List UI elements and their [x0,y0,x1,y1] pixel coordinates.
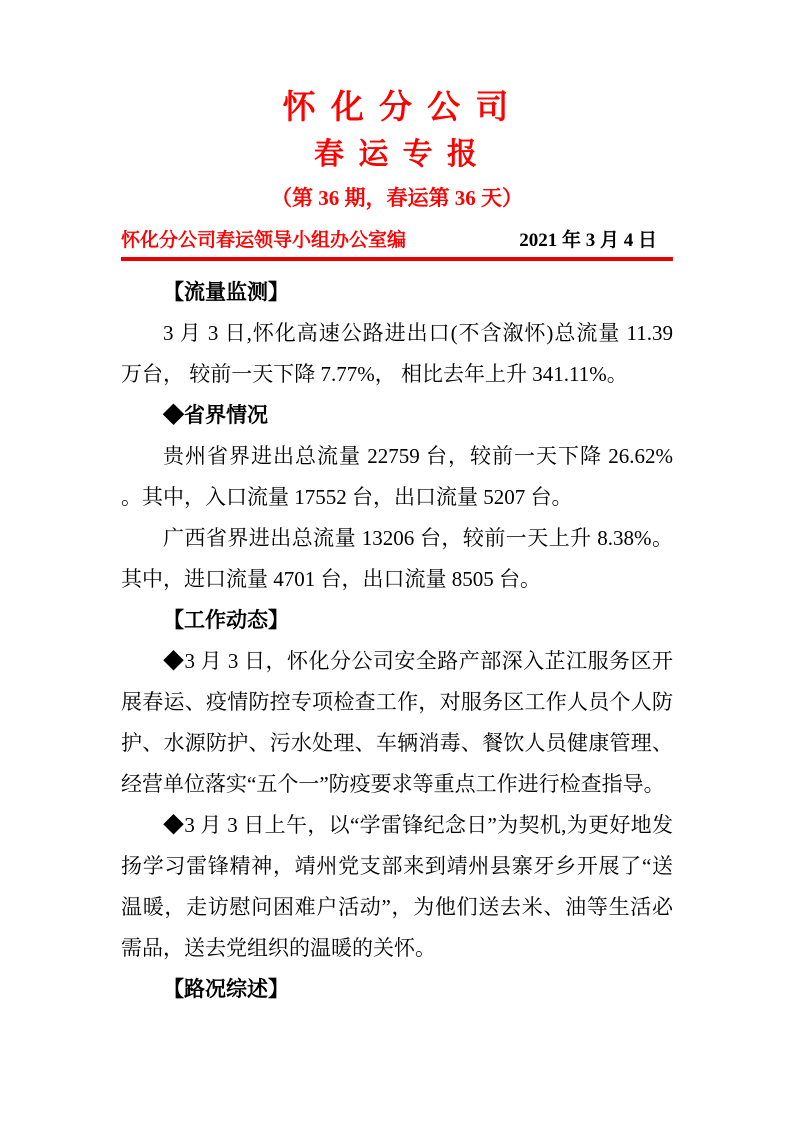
sub-heading-province-border: ◆省界情况 [163,403,268,427]
paragraph-guizhou-border: 贵州省界进出总流量 22759 台，较前一天下降 26.62% 。其中，入口流量 17552 台，出口流量 5207 台。 [121,444,673,509]
paragraph-leifeng-activity: ◆3 月 3 日上午，以“学雷锋纪念日”为契机,为更好地发扬学习雷锋精神，靖州党支部来到靖州县寨牙乡开展了“送温暖，走访慰问困难户活动”，为他们送去米、油等生活必需品，送去党组织的温暖的关怀。 [121,813,673,960]
red-divider-rule [121,257,673,261]
paragraph-service-area-inspection: ◆3 月 3 日，怀化分公司安全路产部深入芷江服务区开展春运、疫情防控专项检查工作，对服务区工作人员个人防护、水源防护、污水处理、车辆消毒、餐饮人员健康管理、经营单位落实“五个一”防疫要求等重点工作进行检查指导。 [121,649,673,796]
section-heading-road-conditions: 【路况综述】 [163,977,289,1001]
document-title-company: 怀 化 分 公 司 [282,88,512,125]
section-heading-work-updates: 【工作动态】 [163,608,289,632]
document-title-report: 春 运 专 报 [313,138,480,171]
masthead-editor: 怀化分公司春运领导小组办公室编 [121,230,407,251]
paragraph-guangxi-border: 广西省界进出总流量 13206 台，较前一天上升 8.38%。其中，进口流量 4701 台，出口流量 8505 台。 [121,526,673,591]
section-heading-traffic-monitoring: 【流量监测】 [163,280,289,304]
masthead-date: 2021 年 3 月 4 日 [519,230,657,251]
paragraph-total-flow: 3 月 3 日,怀化高速公路进出口(不含溆怀)总流量 11.39 万台， 较前一天下降 7.77%， 相比去年上升 341.11%。 [121,321,673,386]
document-issue-line: （第 36 期，春运第 36 天） [271,186,523,210]
masthead-row [121,228,673,254]
document-body [121,272,673,1010]
